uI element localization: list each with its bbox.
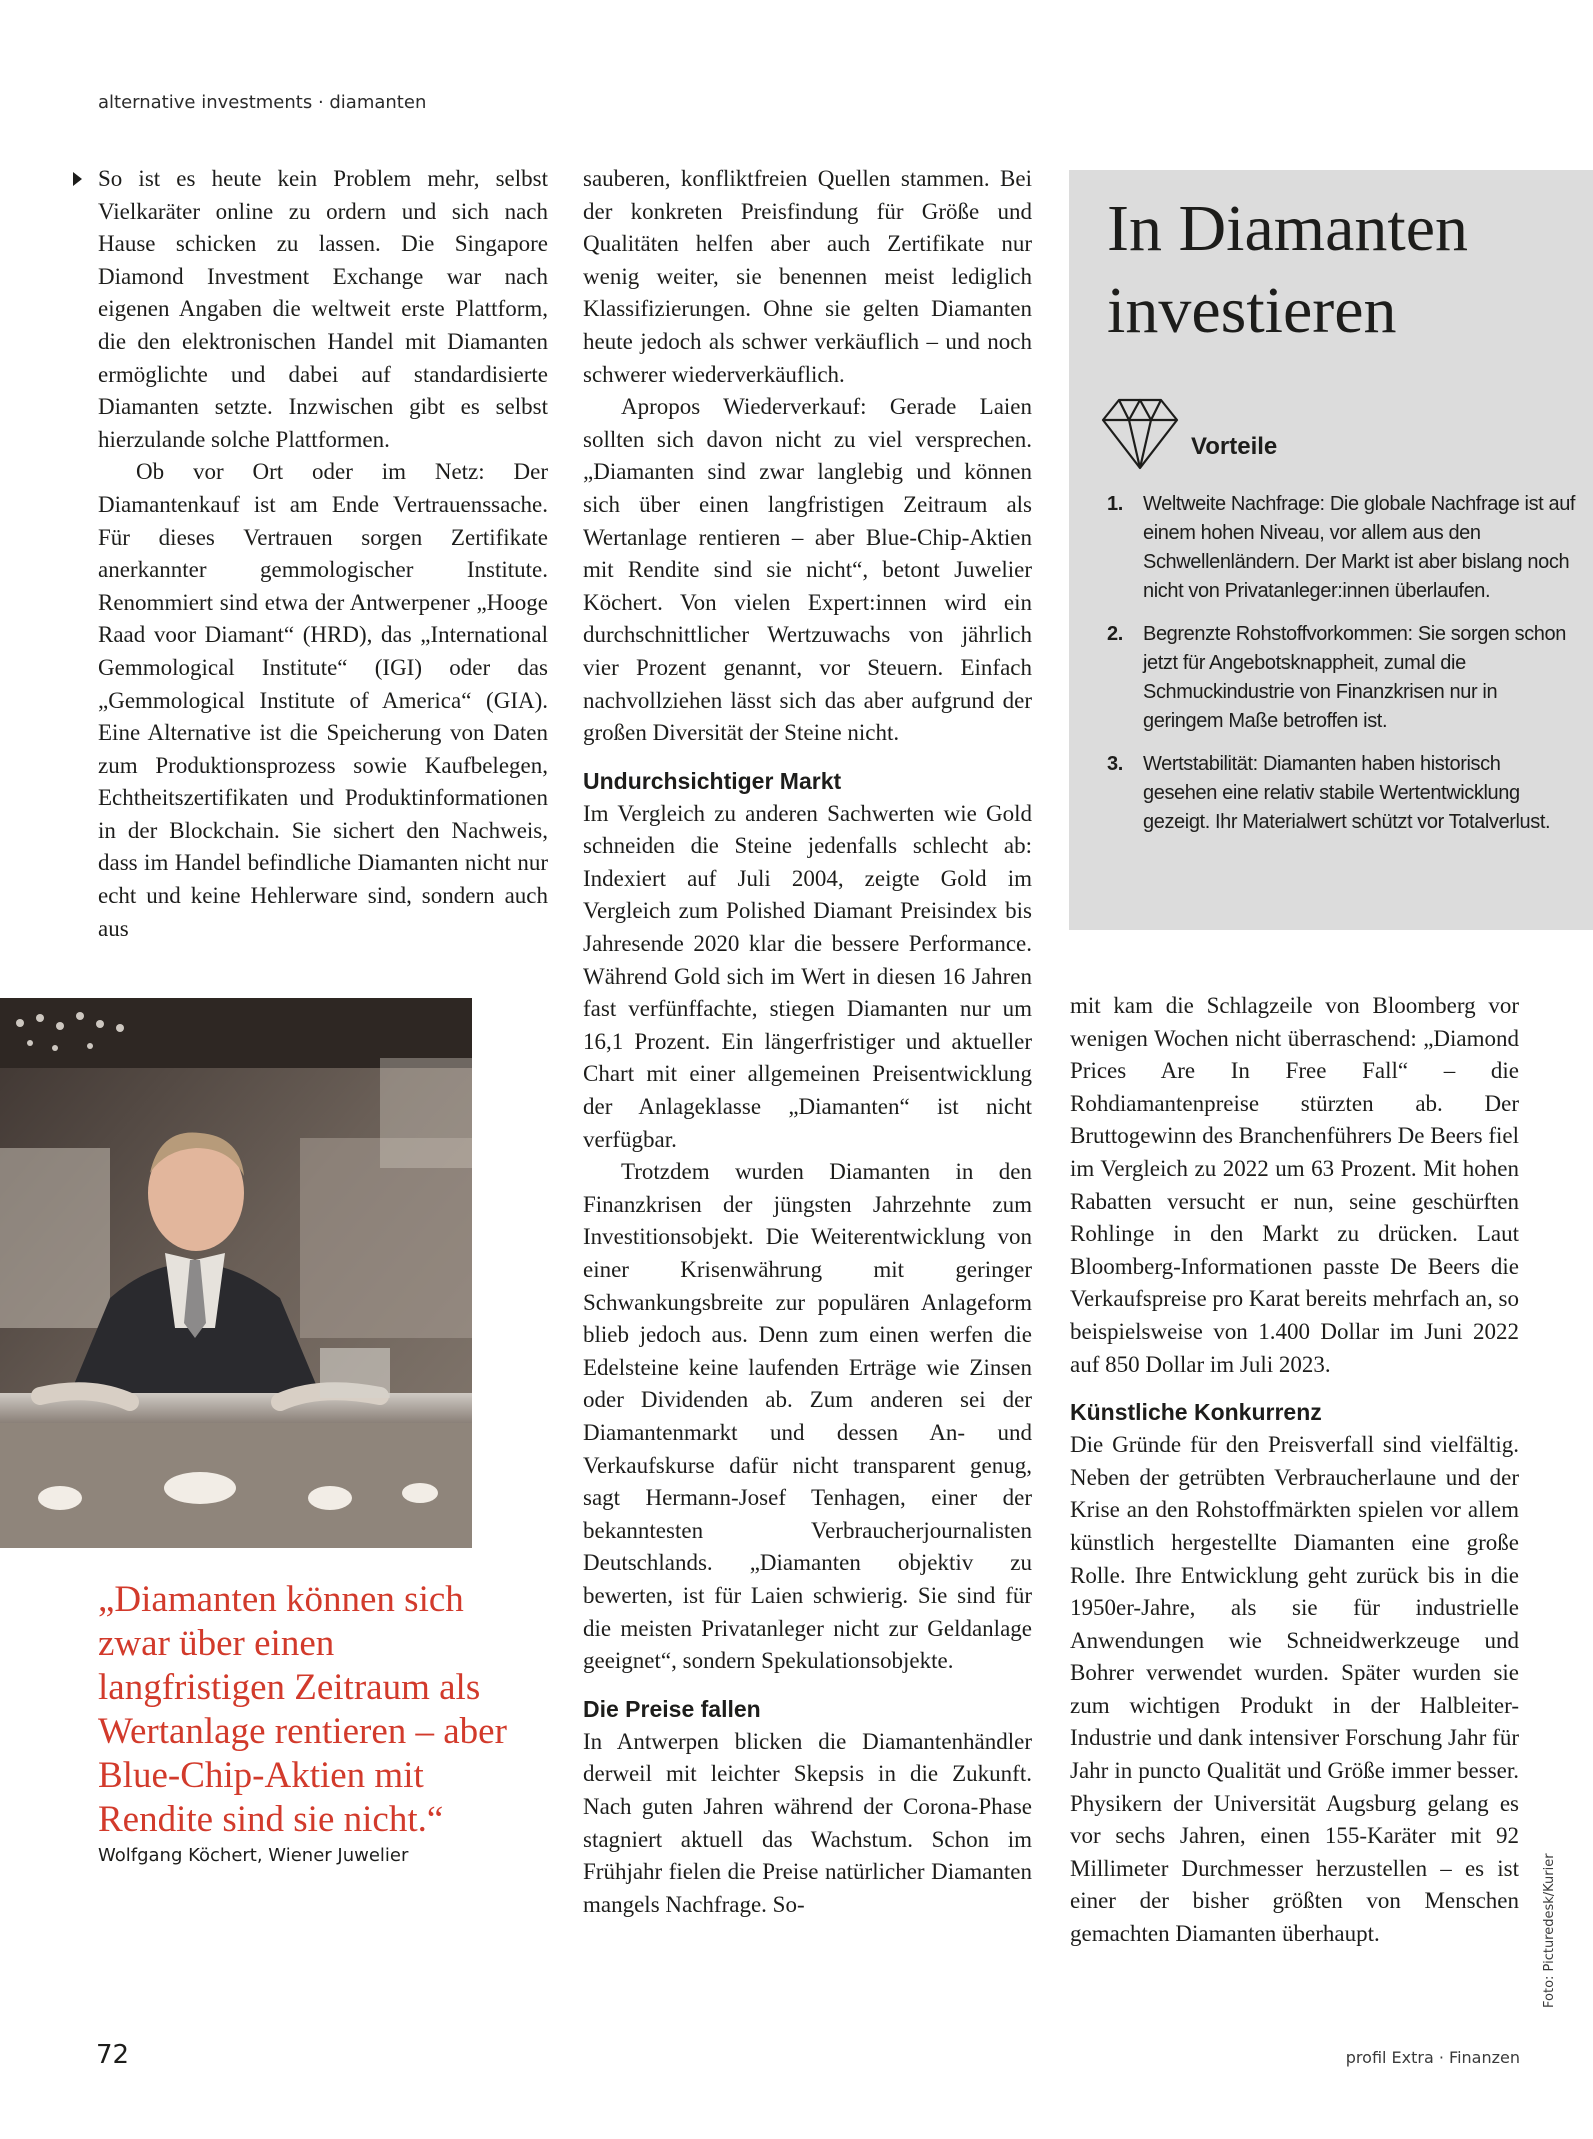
list-number: 3. (1107, 753, 1123, 775)
paragraph: mit kam die Schlagzeile von Bloomberg vor wenigen Wochen nicht überraschend: „Diamond Prices Are In Free Fall“ – die Rohdiamantenpreise stürzten ab. Der Bruttogewinn des Branchenführers De Beers fiel im Vergleich zu 2022 um 63 Prozent. Mit hohen Rabatten versucht er nun, seine geschürften Rohlinge in den Markt zu drücken. Laut Bloomberg-Informationen passte De Beers die Verkaufspreise pro Karat bereits mehrfach an, so beispielsweise von 1.400 Dollar im Juni 2022 auf 850 Dollar im Juli 2023. (1070, 993, 1519, 1377)
paragraph: In Antwerpen blicken die Diamantenhändler derweil mit leichter Skepsis in die Zukunft. Nach guten Jahren während der Corona-Phase stagniert aktuell das Wachstum. Schon im Frühjahr fielen die Preise natürlicher Diamanten mangels Nachfrage. So- (583, 1728, 1032, 1917)
list-text: Wertstabilität: Diamanten haben historisch gesehen eine relativ stabile Wertentwicklung gezeigt. Ihr Materialwert schützt vor Totalverlust. (1143, 753, 1551, 833)
diamond-icon (1099, 392, 1181, 474)
list-text: Weltweite Nachfrage: Die globale Nachfrage ist auf einem hohen Niveau, vor allem aus den Schwellenländern. Der Markt ist aber bislang noch nicht von Privatanleger:innen überlaufen. (1143, 493, 1576, 602)
page-number: 72 (96, 2040, 130, 2070)
list-item (1107, 490, 1577, 606)
paragraph: So ist es heute kein Problem mehr, selbst Vielkaräter online zu ordern und sich nach Hause schicken zu lassen. Die Singapore Diamond Investment Exchange war nach eigenen Angaben die weltweit erste Plattform, die den elektronischen Handel mit Diamanten ermöglichte und dabei auf standardisierte Diamanten setzte. Inzwischen gibt es selbst hierzulande solche Plattformen. (98, 166, 548, 452)
subheading: Die Preise fallen (583, 1695, 761, 1722)
column-a (98, 163, 548, 945)
advantages-list (1107, 490, 1577, 851)
portrait-photo (0, 998, 472, 1548)
pull-quote: „Diamanten können sich zwar über einen langfristigen Zeitraum als Wertanlage rentieren – aber Blue-Chip-Aktien mit Rendite sind sie nicht.“ (98, 1579, 507, 1840)
info-box-subtitle: Vorteile (1191, 433, 1278, 460)
paragraph: Ob vor Ort oder im Netz: Der Diamantenkauf ist am Ende Vertrauenssache. Für dieses Vertrauen sorgen Zertifikate anerkannter gemmologischer Institute. Renommiert sind etwa der Antwerpener „Hooge Raad voor Diamant“ (HRD), das „International Gemmological Institute“ (IGI) oder das „Gemmological Institute of America“ (GIA). Eine Alternative ist die Speicherung von Daten zum Produktionsprozess sowie Kaufbelegen, Echtheitszertifikaten und Produktinformationen in der Blockchain. Sie sichert den Nachweis, dass im Handel befindliche Diamanten nicht nur echt und keine Hehlerware sind, sondern auch aus (98, 459, 548, 941)
list-item (1107, 750, 1577, 837)
list-number: 1. (1107, 493, 1123, 515)
subheading: Künstliche Konkurrenz (1070, 1399, 1322, 1426)
paragraph: Die Gründe für den Preisverfall sind vielfältig. Neben der getrübten Verbraucherlaune und der Krise an den Rohstoffmärkten spielen vor allem künstlich hergestellte Diamanten eine große Rolle. Ihre Entwicklung geht zurück bis in die 1950er-Jahre, als sie für industrielle Anwendungen wie Schneidwerkzeuge und Bohrer verwendet wurden. Später wurden sie zum wichtigen Produkt in der Halbleiter-Industrie und dank intensiver Forschung Jahr für Jahr in puncto Qualität und Größe immer besser. Physikern der Universität Augsburg gelang es vor sechs Jahren, einen 155-Karäter mit 92 Millimeter Durchmesser herzustellen – es ist einer der bisher größten von Menschen gemachten Diamanten überhaupt. (1070, 1432, 1519, 1947)
photo-illustration (0, 998, 472, 1548)
column-b (583, 163, 1032, 1921)
paragraph: sauberen, konfliktfreien Quellen stammen. Bei der konkreten Preisfindung für Größe und Qualitäten helfen aber auch Zertifikate nur wenig weiter, sie benennen meist lediglich Klassifizierungen. Ohne sie gelten Diamanten heute jedoch als schwer verkäuflich – und noch schwerer wiederverkäuflich. (583, 166, 1032, 387)
running-header: alternative investments · diamanten (98, 92, 427, 113)
list-item (1107, 620, 1577, 736)
column-c (1070, 990, 1519, 1951)
article-start-triangle-icon (73, 172, 82, 186)
list-number: 2. (1107, 623, 1123, 645)
list-text: Begrenzte Rohstoffvorkommen: Sie sorgen schon jetzt für Angebotsknappheit, zumal die Schmuckindustrie von Finanzkrisen nur in geringem Maße betroffen ist. (1143, 623, 1566, 732)
paragraph: Im Vergleich zu anderen Sachwerten wie Gold schneiden die Steine jedenfalls schlecht ab: Indexiert auf Juli 2004, zeigte Gold im Vergleich zum Polished Diamant Preisindex bis Jahresende 2020 klar die bessere Performance. Während Gold sich im Wert in diesen 16 Jahren fast verfünffachte, stiegen Diamanten nur um 16,1 Prozent. Ein längerfristiger und aktueller Chart mit einer allgemeinen Preisentwicklung der Anlageklasse „Diamanten“ ist nicht verfügbar. (583, 800, 1032, 1152)
quote-source: Wolfgang Köchert, Wiener Juwelier (98, 1845, 409, 1866)
photo-credit-text: Foto: Picturedesk/Kurier (1542, 1853, 1557, 2008)
footer: profil Extra · Finanzen (1345, 2048, 1520, 2067)
paragraph: Apropos Wiederverkauf: Gerade Laien sollten sich davon nicht zu viel versprechen. „Diamanten sind zwar langlebig und können sich über einen langfristigen Zeitraum als Wertanlage rentieren – aber Blue-Chip-Aktien mit Rendite sind sie nicht“, betont Juwelier Köchert. Von vielen Expert:innen wird ein durchschnittlicher Wertzuwachs von jährlich vier Prozent genannt, vor Steuern. Einfach nachvollziehen lässt sich das aber aufgrund der großen Diversität der Steine nicht. (583, 394, 1032, 746)
subheading: Undurchsichtiger Markt (583, 767, 842, 794)
info-box (1069, 170, 1593, 930)
paragraph: Trotzdem wurden Diamanten in den Finanzkrisen der jüngsten Jahrzehnte zum Investitionsobjekt. Die Weiterentwicklung von einer Krisenwährung mit geringer Schwankungsbreite zur populären Anlageform blieb jedoch aus. Denn zum einen werfen die Edelsteine keine laufenden Erträge wie Zinsen oder Dividenden ab. Zum anderen sei der Diamantenmarkt und dessen An- und Verkaufskurse dafür nicht transparent genug, sagt Hermann-Josef Tenhagen, einer der bekanntesten Verbraucherjournalisten Deutschlands. „Diamanten objektiv zu bewerten, ist für Laien schwierig. Sie sind für die meisten Privatanleger nicht zur Geldanlage geeignet“, sondern Spekulationsobjekte. (583, 1159, 1032, 1674)
info-box-title: In Diamanten investieren (1107, 192, 1469, 347)
